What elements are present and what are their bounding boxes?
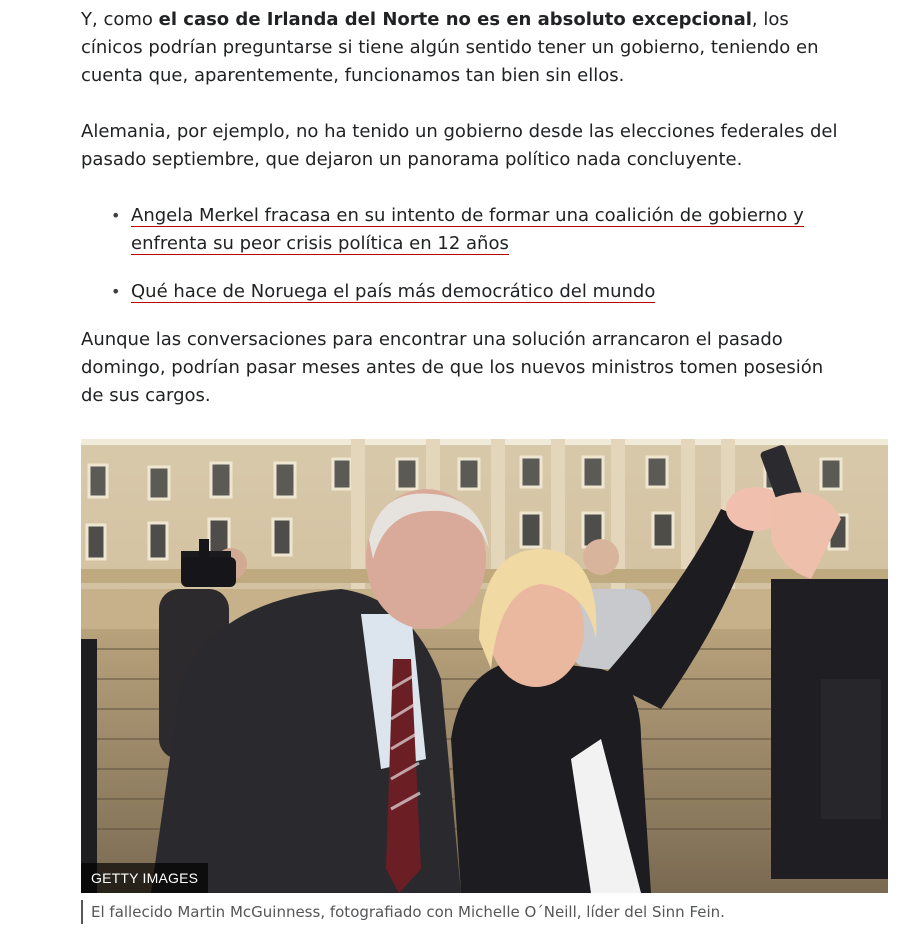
photo-image [81, 439, 888, 893]
paragraph-1-end: , los cínicos podrían preguntarse si tiene algún sentido tener un gobierno, teniendo en cuenta que, aparentemente, funcionamos tan bien sin ellos. [81, 9, 819, 86]
paragraph-2: Alemania, por ejemplo, no ha tenido un gobierno desde las elecciones federales del pasado septiembre, que dejaron un panorama político nada concluyente. [81, 121, 838, 170]
photo-credit: GETTY IMAGES [81, 863, 208, 893]
related-links-list [81, 202, 841, 326]
paragraph-3: Aunque las conversaciones para encontrar una solución arrancaron el pasado domingo, podrían pasar meses antes de que los nuevos ministros tomen posesión de sus cargos. [81, 329, 824, 406]
bullet-icon: • [111, 282, 121, 301]
paragraph-1 [81, 6, 841, 90]
related-link-merkel[interactable]: Angela Merkel fracasa en su intento de formar una coalición de gobierno y enfrenta su peor crisis política en 12 años [131, 205, 804, 254]
related-link-item [81, 278, 841, 306]
photo-caption: El fallecido Martin McGuinness, fotografiado con Michelle O´Neill, líder del Sinn Fein. [81, 900, 898, 924]
related-link-item [81, 202, 841, 258]
paragraph-1-bold: el caso de Irlanda del Norte no es en absoluto excepcional [158, 9, 752, 30]
related-link-noruega[interactable]: Qué hace de Noruega el país más democrático del mundo [131, 281, 656, 302]
article-photo [81, 439, 888, 893]
paragraph-1-start: Y, como [81, 9, 159, 30]
bullet-icon: • [111, 206, 121, 225]
